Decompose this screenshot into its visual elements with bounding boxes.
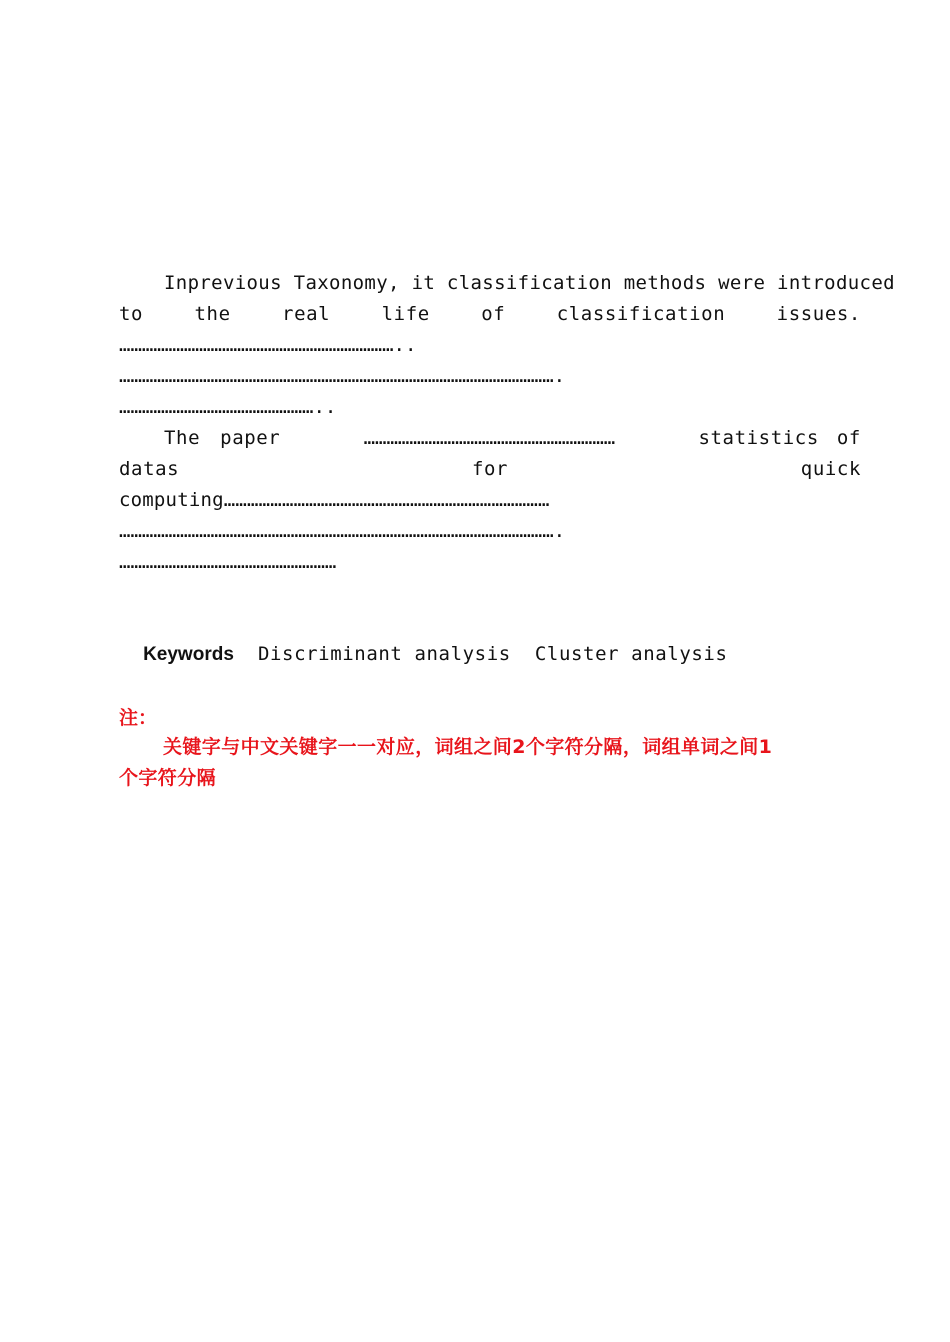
note-label: 注： xyxy=(119,707,158,729)
abstract-p1-line5: …………………………………………….. xyxy=(119,396,337,418)
p2-end: statistics of xyxy=(698,427,861,449)
abstract-p1-line3: ……………………………………………………………….. xyxy=(119,334,417,356)
word: quick xyxy=(800,458,861,480)
p2-start: The paper xyxy=(164,427,281,449)
abstract-p1-line1-text: Inprevious Taxonomy, it classification methods were introduced xyxy=(164,272,895,294)
abstract-p2-line5: ………………………………………………… xyxy=(119,551,337,573)
keywords-line xyxy=(119,608,728,665)
word: life xyxy=(381,303,430,325)
abstract-p1-line2 xyxy=(119,299,861,330)
word: to xyxy=(119,303,144,325)
abstract-p1-line4: ……………………………………………………………………………………………………. xyxy=(119,365,566,387)
keyword-item: Discriminant analysis xyxy=(257,643,511,665)
p2-dots: ………………………………………………………… xyxy=(363,427,616,449)
abstract-p2-line3: computing………………………………………………………………………… xyxy=(119,489,550,511)
abstract-p2-line1 xyxy=(164,423,861,454)
word: classification xyxy=(556,303,726,325)
abstract-p1-line1 xyxy=(164,268,895,299)
abstract-p2-line2 xyxy=(119,454,861,485)
word: of xyxy=(481,303,506,325)
word: issues. xyxy=(776,303,861,325)
word: real xyxy=(282,303,331,325)
note-line2: 个字符分隔 xyxy=(119,767,217,789)
keyword-item: Cluster analysis xyxy=(534,643,728,665)
note-text xyxy=(119,732,864,794)
word: for xyxy=(471,458,509,480)
abstract-p2-line4: ……………………………………………………………………………………………………. xyxy=(119,520,566,542)
word: the xyxy=(194,303,231,325)
word: datas xyxy=(119,458,180,480)
keywords-label: Keywords xyxy=(143,644,234,665)
note-line1: 关键字与中文关键字一一对应，词组之间2个字符分隔，词组单词之间1 xyxy=(163,736,773,758)
